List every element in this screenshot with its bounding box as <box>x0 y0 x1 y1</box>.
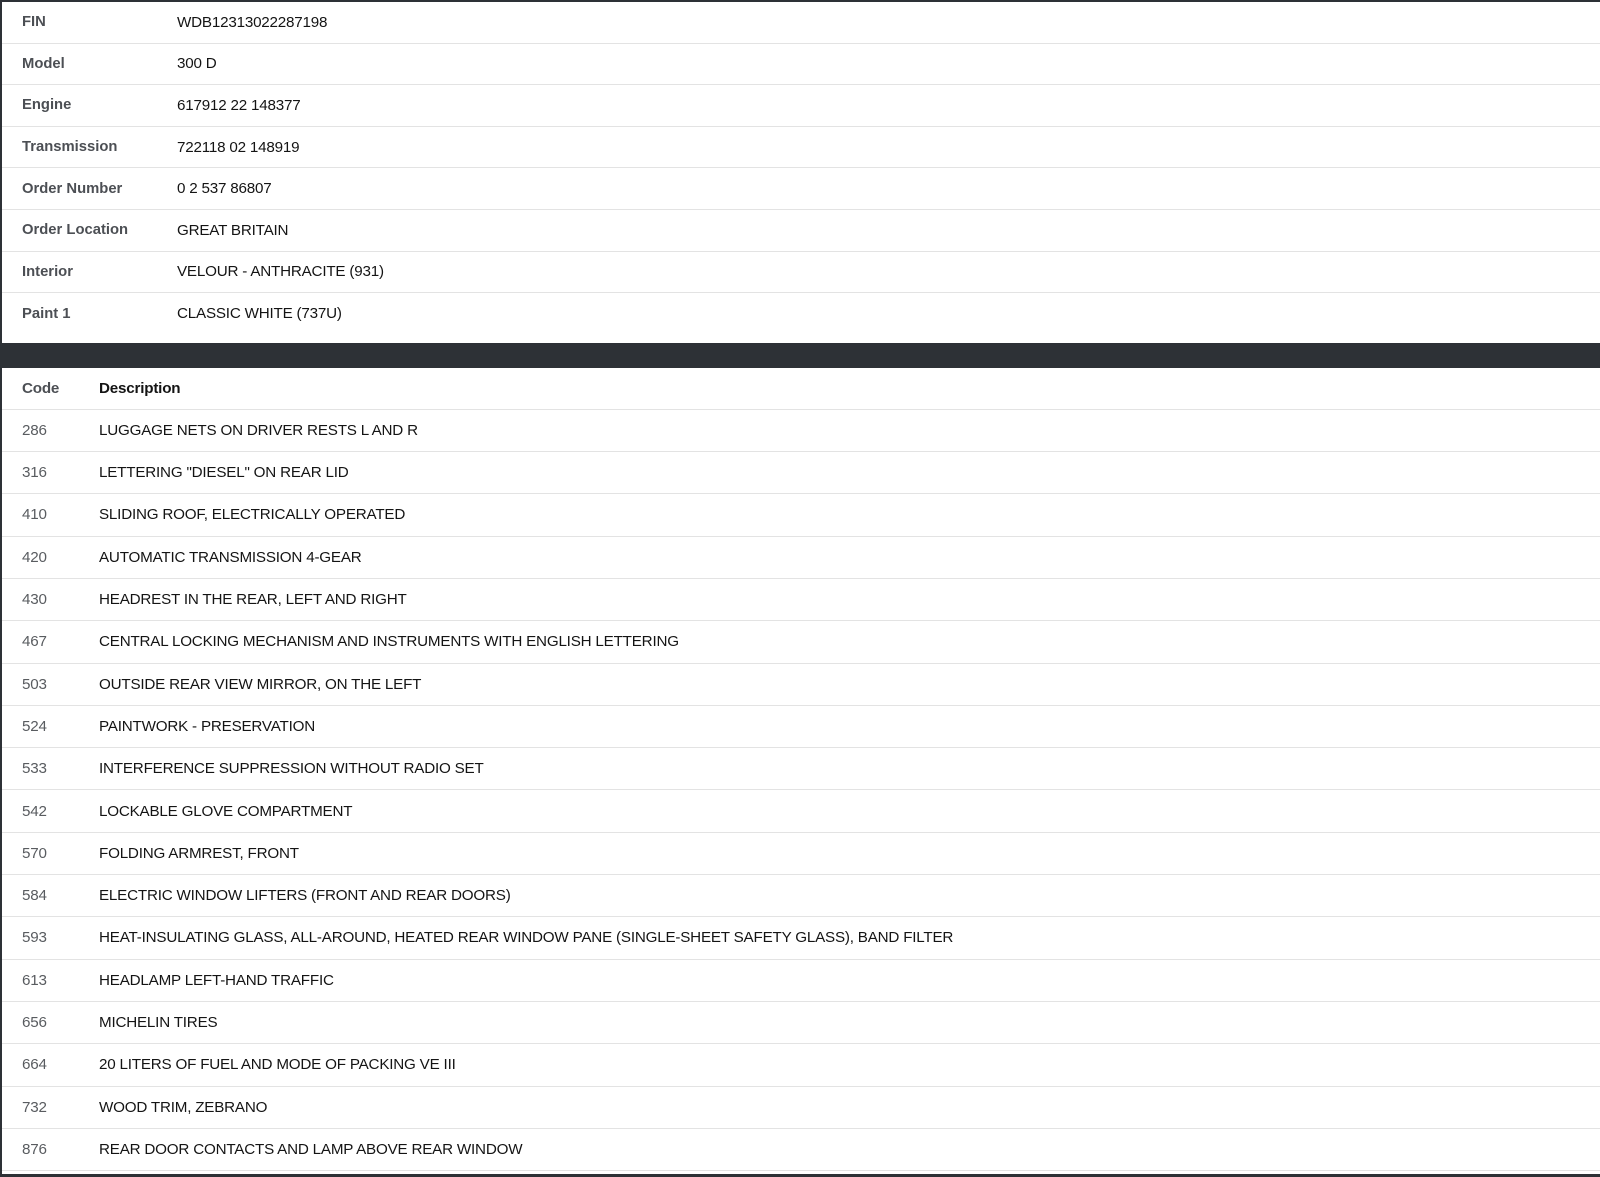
equipment-code-row <box>2 579 1600 621</box>
equipment-description: LETTERING "DIESEL" ON REAR LID <box>99 464 349 482</box>
equipment-code-row <box>2 664 1600 706</box>
equipment-description: MICHELIN TIRES <box>99 1014 218 1032</box>
equipment-codes-table <box>2 368 1600 1174</box>
equipment-code: 876 <box>22 1140 47 1158</box>
equipment-description: CENTRAL LOCKING MECHANISM AND INSTRUMENTS WITH ENGLISH LETTERING <box>99 633 679 651</box>
equipment-code-row <box>2 537 1600 579</box>
equipment-code: 410 <box>22 506 47 524</box>
equipment-code-row <box>2 790 1600 832</box>
equipment-code: 524 <box>22 717 47 735</box>
equipment-description: FOLDING ARMREST, FRONT <box>99 844 299 862</box>
equipment-description: HEAT-INSULATING GLASS, ALL-AROUND, HEATED REAR WINDOW PANE (SINGLE-SHEET SAFETY GLASS), BAND FILTER <box>99 929 954 947</box>
info-value: 722118 02 148919 <box>177 138 300 156</box>
info-label: Order Location <box>22 222 129 239</box>
code-column-header: Code <box>22 379 60 397</box>
equipment-code: 613 <box>22 971 47 989</box>
equipment-description: REAR DOOR CONTACTS AND LAMP ABOVE REAR WINDOW <box>99 1140 523 1158</box>
equipment-code-row <box>2 706 1600 748</box>
vehicle-info-row <box>2 293 1600 335</box>
vehicle-info-row <box>2 210 1600 252</box>
equipment-code: 584 <box>22 887 47 905</box>
equipment-description: OUTSIDE REAR VIEW MIRROR, ON THE LEFT <box>99 675 422 693</box>
equipment-code-row <box>2 748 1600 790</box>
vehicle-info-row <box>2 127 1600 169</box>
equipment-code: 467 <box>22 633 47 651</box>
info-label: Paint 1 <box>22 305 71 322</box>
equipment-description: HEADREST IN THE REAR, LEFT AND RIGHT <box>99 591 407 609</box>
equipment-code: 656 <box>22 1014 47 1032</box>
equipment-description: ELECTRIC WINDOW LIFTERS (FRONT AND REAR DOORS) <box>99 887 511 905</box>
equipment-code: 664 <box>22 1056 47 1074</box>
description-column-header: Description <box>99 379 181 397</box>
equipment-description: LUGGAGE NETS ON DRIVER RESTS L AND R <box>99 421 418 439</box>
info-label: Interior <box>22 263 73 280</box>
equipment-description: PAINTWORK - PRESERVATION <box>99 717 316 735</box>
info-label: FIN <box>22 14 46 31</box>
vehicle-info-row <box>2 252 1600 294</box>
equipment-description: WOOD TRIM, ZEBRANO <box>99 1098 268 1116</box>
vehicle-info-row <box>2 2 1600 44</box>
info-value: VELOUR - ANTHRACITE (931) <box>177 263 384 281</box>
info-label: Engine <box>22 97 72 114</box>
info-value: WDB12313022287198 <box>177 13 328 31</box>
equipment-table-header <box>2 368 1600 410</box>
vehicle-info-row <box>2 44 1600 86</box>
equipment-code-row <box>2 1002 1600 1044</box>
info-value: 300 D <box>177 55 217 73</box>
equipment-code: 533 <box>22 760 47 778</box>
info-value: CLASSIC WHITE (737U) <box>177 305 342 323</box>
equipment-code-row <box>2 1129 1600 1171</box>
equipment-description: LOCKABLE GLOVE COMPARTMENT <box>99 802 353 820</box>
equipment-code: 542 <box>22 802 47 820</box>
equipment-code-row <box>2 917 1600 959</box>
equipment-code: 732 <box>22 1098 47 1116</box>
info-label: Order Number <box>22 180 123 197</box>
equipment-code: 316 <box>22 464 47 482</box>
equipment-code-row <box>2 833 1600 875</box>
info-value: GREAT BRITAIN <box>177 221 289 239</box>
equipment-code-row <box>2 875 1600 917</box>
equipment-code: 570 <box>22 844 47 862</box>
equipment-code: 430 <box>22 591 47 609</box>
equipment-code: 593 <box>22 929 47 947</box>
equipment-description: HEADLAMP LEFT-HAND TRAFFIC <box>99 971 334 989</box>
info-value: 0 2 537 86807 <box>177 180 272 198</box>
equipment-code: 286 <box>22 421 47 439</box>
equipment-description: SLIDING ROOF, ELECTRICALLY OPERATED <box>99 506 406 524</box>
equipment-code: 503 <box>22 675 47 693</box>
vehicle-info-row <box>2 168 1600 210</box>
info-label: Transmission <box>22 139 118 156</box>
equipment-code-row <box>2 452 1600 494</box>
equipment-table-body <box>2 410 1600 1171</box>
equipment-code: 420 <box>22 548 47 566</box>
equipment-code-row <box>2 1087 1600 1129</box>
info-value: 617912 22 148377 <box>177 96 301 114</box>
equipment-description: INTERFERENCE SUPPRESSION WITHOUT RADIO SET <box>99 760 484 778</box>
vehicle-info-table <box>2 2 1600 343</box>
equipment-code-row <box>2 960 1600 1002</box>
info-label: Model <box>22 55 65 72</box>
equipment-code-row <box>2 621 1600 663</box>
equipment-description: 20 LITERS OF FUEL AND MODE OF PACKING VE III <box>99 1056 456 1074</box>
vehicle-info-row <box>2 85 1600 127</box>
equipment-code-row <box>2 410 1600 452</box>
equipment-description: AUTOMATIC TRANSMISSION 4-GEAR <box>99 548 362 566</box>
datacard-page <box>0 2 1600 1177</box>
equipment-code-row <box>2 494 1600 536</box>
equipment-code-row <box>2 1044 1600 1086</box>
